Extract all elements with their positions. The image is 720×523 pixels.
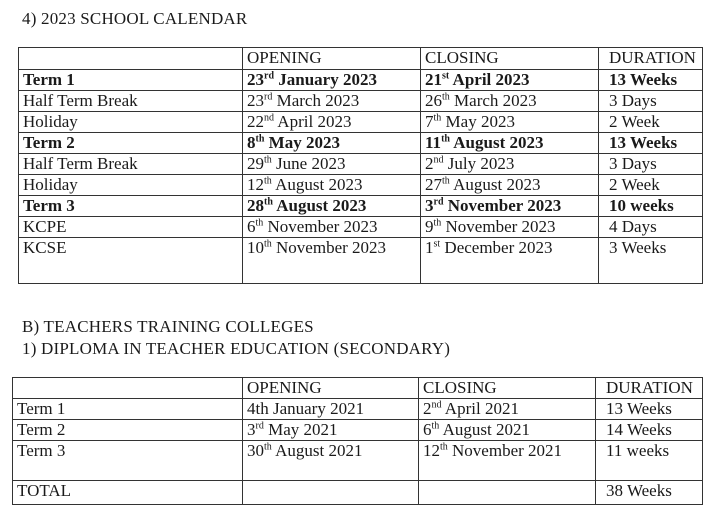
date-suffix: th xyxy=(264,238,272,250)
date-rest: November 2023 xyxy=(263,217,378,236)
calendar-row xyxy=(19,133,703,154)
column-header: CLOSING xyxy=(421,48,599,70)
date-rest: July 2023 xyxy=(443,154,515,173)
period-label: Term 1 xyxy=(19,70,243,91)
date-day: 30 xyxy=(247,441,264,460)
date-suffix: th xyxy=(264,154,272,166)
closing-date xyxy=(421,70,599,91)
date-rest: April 2023 xyxy=(449,70,530,89)
duration-value: 3 Weeks xyxy=(599,238,703,284)
closing-date xyxy=(421,133,599,154)
closing-date xyxy=(421,112,599,133)
term-label: Term 3 xyxy=(13,441,243,481)
date-day: 3 xyxy=(425,196,434,215)
date-day: 21 xyxy=(425,70,442,89)
opening-date xyxy=(243,420,419,441)
date-day: 7 xyxy=(425,112,434,131)
opening-date xyxy=(243,133,421,154)
period-label: KCPE xyxy=(19,217,243,238)
total-row xyxy=(13,481,703,505)
total-closing xyxy=(419,481,596,505)
date-day: 11 xyxy=(425,133,442,152)
date-rest: November 2021 xyxy=(447,441,563,460)
calendar-row xyxy=(19,70,703,91)
opening-date xyxy=(243,91,421,112)
date-day: 2 xyxy=(425,154,434,173)
section-b-subtitle: 1) DIPLOMA IN TEACHER EDUCATION (SECONDARY) xyxy=(22,339,451,358)
closing-date xyxy=(419,420,596,441)
duration-value: 3 Days xyxy=(599,91,703,112)
term-row xyxy=(13,399,703,420)
date-suffix: th xyxy=(431,420,440,432)
opening-date xyxy=(243,196,421,217)
closing-date xyxy=(419,441,596,481)
total-duration: 38 Weeks xyxy=(596,481,703,505)
date-day: 23 xyxy=(247,91,264,110)
date-suffix: rd xyxy=(255,420,264,432)
date-day: 6 xyxy=(423,420,432,439)
column-header xyxy=(19,48,243,70)
date-suffix: th xyxy=(433,112,442,124)
date-suffix: th xyxy=(442,91,450,103)
date-day: 2 xyxy=(423,399,432,418)
closing-date xyxy=(421,154,599,175)
date-rest: June 2023 xyxy=(271,154,346,173)
header-row xyxy=(19,48,703,70)
duration-value: 14 Weeks xyxy=(596,420,703,441)
date-suffix: th xyxy=(264,175,272,187)
header-row xyxy=(13,378,703,399)
closing-date xyxy=(421,196,599,217)
date-day: 6 xyxy=(247,217,256,236)
date-suffix: th xyxy=(264,441,272,453)
opening-date xyxy=(243,154,421,175)
date-rest: August 2023 xyxy=(449,175,541,194)
term-label: Term 1 xyxy=(13,399,243,420)
date-rest: November 2023 xyxy=(271,238,387,257)
duration-value: 13 Weeks xyxy=(599,70,703,91)
column-header xyxy=(13,378,243,399)
date-rest: January 2023 xyxy=(274,70,377,89)
period-label: Term 3 xyxy=(19,196,243,217)
date-rest: May 2023 xyxy=(441,112,515,131)
date-rest: November 2023 xyxy=(443,196,562,215)
calendar-row xyxy=(19,217,703,238)
date-day: 1 xyxy=(425,238,434,257)
date-suffix: th xyxy=(433,217,442,229)
opening-date xyxy=(243,238,421,284)
date-day: 10 xyxy=(247,238,264,257)
date-rest: August 2021 xyxy=(271,441,363,460)
date-suffix: st xyxy=(442,70,450,82)
closing-date xyxy=(419,399,596,420)
period-label: Holiday xyxy=(19,175,243,196)
opening-date xyxy=(243,175,421,196)
calendar-row xyxy=(19,238,703,284)
date-day: 28 xyxy=(247,196,264,215)
date-suffix: th xyxy=(264,196,273,208)
date-rest: November 2023 xyxy=(441,217,556,236)
section-b-title: B) TEACHERS TRAINING COLLEGES xyxy=(22,317,314,336)
date-day: 27 xyxy=(425,175,442,194)
duration-value: 3 Days xyxy=(599,154,703,175)
date-suffix: th xyxy=(255,217,264,229)
calendar-row xyxy=(19,91,703,112)
column-header: OPENING xyxy=(243,48,421,70)
date-suffix: rd xyxy=(264,70,274,82)
opening-date xyxy=(243,70,421,91)
duration-value: 2 Week xyxy=(599,175,703,196)
duration-value: 2 Week xyxy=(599,112,703,133)
date-day: 8 xyxy=(247,133,256,152)
date-suffix: th xyxy=(440,441,448,453)
date-suffix: nd xyxy=(433,154,444,166)
date-day: 26 xyxy=(425,91,442,110)
date-rest: August 2023 xyxy=(449,133,544,152)
date-day: 23 xyxy=(247,70,264,89)
opening-date xyxy=(243,112,421,133)
date-rest: August 2021 xyxy=(439,420,530,439)
duration-value: 4 Days xyxy=(599,217,703,238)
calendar-row xyxy=(19,175,703,196)
duration-value: 10 weeks xyxy=(599,196,703,217)
term-label: Term 2 xyxy=(13,420,243,441)
closing-date xyxy=(421,175,599,196)
date-rest: March 2023 xyxy=(449,91,537,110)
opening-date xyxy=(243,441,419,481)
date-suffix: th xyxy=(441,133,450,145)
date-rest: August 2023 xyxy=(272,196,367,215)
period-label: Half Term Break xyxy=(19,154,243,175)
school-calendar-table xyxy=(18,47,703,284)
period-label: Term 2 xyxy=(19,133,243,154)
period-label: KCSE xyxy=(19,238,243,284)
duration-value: 13 Weeks xyxy=(599,133,703,154)
calendar-row xyxy=(19,196,703,217)
date-suffix: nd xyxy=(264,112,274,124)
date-rest: May 2021 xyxy=(263,420,338,439)
date-rest: December 2023 xyxy=(440,238,553,257)
date-rest: April 2021 xyxy=(441,399,519,418)
date-rest: August 2023 xyxy=(271,175,363,194)
term-row xyxy=(13,420,703,441)
closing-date xyxy=(421,238,599,284)
section-4-title: 4) 2023 SCHOOL CALENDAR xyxy=(22,9,248,28)
teacher-training-table xyxy=(12,377,703,505)
date-day: 29 xyxy=(247,154,264,173)
date-day: 22 xyxy=(247,112,264,131)
date-rest: March 2023 xyxy=(272,91,360,110)
date-suffix: th xyxy=(255,133,265,145)
date-day: 12 xyxy=(423,441,440,460)
date-suffix: nd xyxy=(431,399,442,411)
period-label: Half Term Break xyxy=(19,91,243,112)
date-suffix: st xyxy=(433,238,441,250)
duration-value: 13 Weeks xyxy=(596,399,703,420)
date-rest: May 2023 xyxy=(264,133,340,152)
duration-value: 11 weeks xyxy=(596,441,703,481)
calendar-row xyxy=(19,154,703,175)
date-day: 4th January 2021 xyxy=(247,399,365,418)
calendar-row xyxy=(19,112,703,133)
date-suffix: rd xyxy=(264,91,273,103)
date-suffix: rd xyxy=(433,196,444,208)
total-opening xyxy=(243,481,419,505)
date-suffix: th xyxy=(442,175,450,187)
term-row xyxy=(13,441,703,481)
opening-date xyxy=(243,217,421,238)
closing-date xyxy=(421,217,599,238)
closing-date xyxy=(421,91,599,112)
column-header: OPENING xyxy=(243,378,419,399)
column-header: DURATION xyxy=(599,48,703,70)
period-label: Holiday xyxy=(19,112,243,133)
date-day: 3 xyxy=(247,420,256,439)
date-day: 9 xyxy=(425,217,434,236)
total-label: TOTAL xyxy=(13,481,243,505)
date-rest: April 2023 xyxy=(274,112,352,131)
column-header: CLOSING xyxy=(419,378,596,399)
opening-date xyxy=(243,399,419,420)
date-day: 12 xyxy=(247,175,264,194)
column-header: DURATION xyxy=(596,378,703,399)
